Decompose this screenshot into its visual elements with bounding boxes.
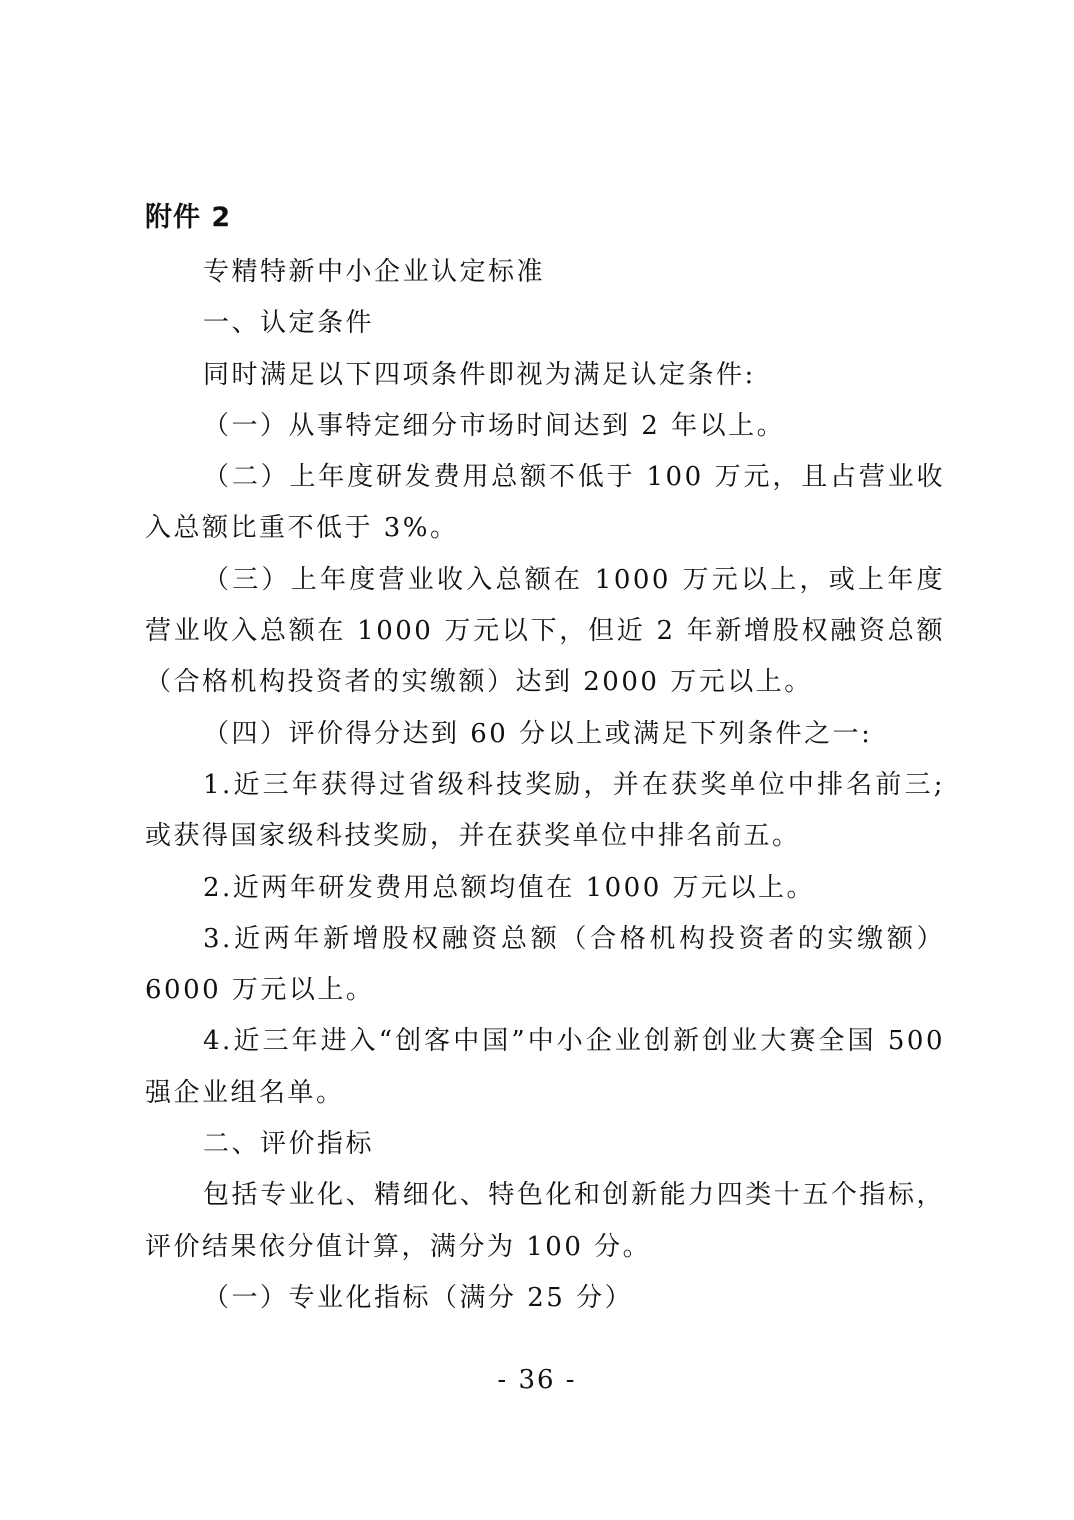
paragraph-intro: 同时满足以下四项条件即视为满足认定条件: xyxy=(203,359,756,390)
attachment-label: 附件 2 xyxy=(145,202,232,233)
sub-condition-3: 3.近两年新增股权融资总额（合格机构投资者的实缴额）6000 万元以上。 xyxy=(145,923,945,1006)
condition-item-1: （一）从事特定细分市场时间达到 2 年以上。 xyxy=(203,410,786,441)
sub-condition-2: 2.近两年研发费用总额均值在 1000 万元以上。 xyxy=(203,872,816,903)
document-title: 专精特新中小企业认定标准 xyxy=(203,257,546,287)
condition-item-2: （二）上年度研发费用总额不低于 100 万元，且占营业收入总额比重不低于 3%。 xyxy=(145,462,945,544)
paragraph-indicators: 包括专业化、精细化、特色化和创新能力四类十五个指标，评价结果依分值计算，满分为 100 分。 xyxy=(145,1180,945,1262)
page-number: - 36 - xyxy=(497,1365,577,1395)
condition-item-3: （三）上年度营业收入总额在 1000 万元以上，或上年度营业收入总额在 1000 万元以下，但近 2 年新增股权融资总额（合格机构投资者的实缴额）达到 2000 万元以上。 xyxy=(145,564,945,698)
indicator-item-1: （一）专业化指标（满分 25 分） xyxy=(203,1282,634,1313)
document-body xyxy=(145,247,945,1324)
section-heading-indicators: 二、评价指标 xyxy=(203,1129,375,1160)
condition-item-4: （四）评价得分达到 60 分以上或满足下列条件之一: xyxy=(203,718,873,749)
sub-condition-1: 1.近三年获得过省级科技奖励，并在获奖单位中排名前三;或获得国家级科技奖励，并在获奖单位中排名前五。 xyxy=(145,769,945,852)
sub-condition-4: 4.近三年进入“创客中国”中小企业创新创业大赛全国 500 强企业组名单。 xyxy=(145,1026,945,1108)
section-heading-conditions: 一、认定条件 xyxy=(203,308,375,339)
